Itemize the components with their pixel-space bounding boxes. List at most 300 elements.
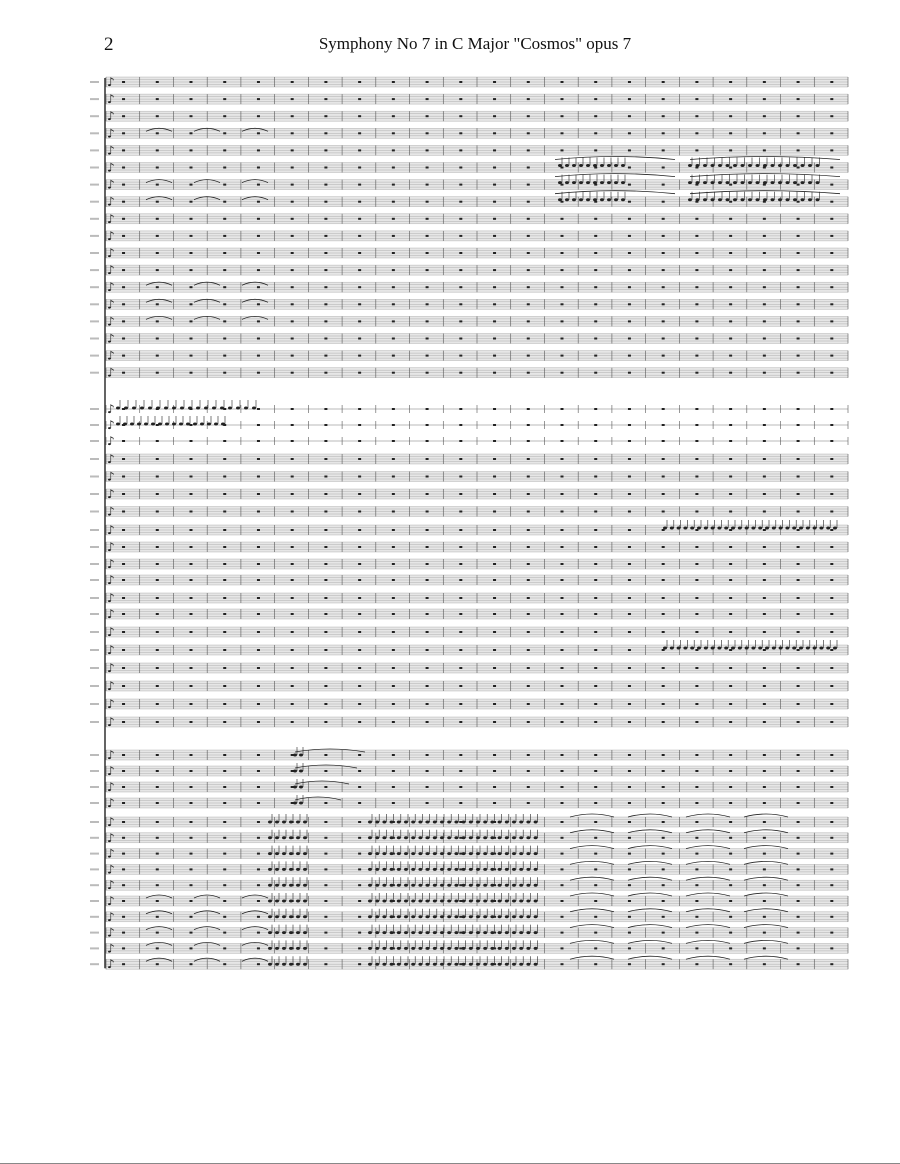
rest-mark xyxy=(493,493,496,495)
slur xyxy=(686,909,730,912)
rest-mark xyxy=(797,218,800,220)
rest-mark xyxy=(122,303,125,305)
rest-mark xyxy=(257,916,260,918)
note-head xyxy=(748,164,752,167)
note-head xyxy=(614,198,618,201)
rest-mark xyxy=(257,338,260,340)
rest-mark xyxy=(189,493,192,495)
rest-mark xyxy=(291,338,294,340)
note-head xyxy=(490,836,494,839)
rest-mark xyxy=(797,786,800,788)
note-head xyxy=(368,963,372,966)
clef-mark: ♪ xyxy=(107,280,115,295)
rest-mark xyxy=(122,649,125,651)
rest-mark xyxy=(426,786,429,788)
rest-mark xyxy=(695,770,698,772)
rest-mark xyxy=(392,303,395,305)
note-head xyxy=(411,868,415,871)
rest-mark xyxy=(189,115,192,117)
rest-mark xyxy=(291,631,294,633)
rest-mark xyxy=(358,355,361,357)
slur xyxy=(628,909,672,912)
note-head xyxy=(397,836,401,839)
note-head xyxy=(808,164,812,167)
note-head xyxy=(758,647,762,650)
rest-mark xyxy=(358,685,361,687)
rest-mark xyxy=(797,303,800,305)
instrument-label-mark xyxy=(90,372,99,374)
rest-mark xyxy=(189,476,192,478)
rest-mark xyxy=(459,338,462,340)
rest-mark xyxy=(695,649,698,651)
rest-mark xyxy=(662,149,665,151)
rest-mark xyxy=(324,201,327,203)
rest-mark xyxy=(763,132,766,134)
rest-mark xyxy=(358,286,361,288)
note-head xyxy=(418,900,422,903)
rest-mark xyxy=(628,458,631,460)
rest-mark xyxy=(527,529,530,531)
rest-mark xyxy=(291,149,294,151)
rest-mark xyxy=(156,115,159,117)
rest-mark xyxy=(426,703,429,705)
rest-mark xyxy=(223,631,226,633)
rest-mark xyxy=(122,440,125,442)
note-head xyxy=(813,527,817,530)
note-head xyxy=(268,852,272,855)
note-head xyxy=(144,423,148,426)
rest-mark xyxy=(392,167,395,169)
rest-mark xyxy=(324,511,327,513)
rest-mark xyxy=(257,458,260,460)
rest-mark xyxy=(628,98,631,100)
rest-mark xyxy=(426,235,429,237)
clef-mark: ♪ xyxy=(107,452,115,466)
note-head xyxy=(404,821,408,824)
rest-mark xyxy=(763,372,766,374)
rest-mark xyxy=(358,458,361,460)
rest-mark xyxy=(426,132,429,134)
note-head xyxy=(186,423,190,426)
rest-mark xyxy=(628,184,631,186)
rest-mark xyxy=(459,132,462,134)
rest-mark xyxy=(223,884,226,886)
note-head xyxy=(779,647,783,650)
rest-mark xyxy=(527,167,530,169)
instrument-label-mark xyxy=(90,81,99,83)
rest-mark xyxy=(189,837,192,839)
clef-mark: ♪ xyxy=(107,246,115,260)
rest-mark xyxy=(189,529,192,531)
note-head xyxy=(368,931,372,934)
rest-mark xyxy=(729,579,732,581)
rest-mark xyxy=(560,802,563,804)
note-head xyxy=(483,947,487,950)
rest-mark xyxy=(459,303,462,305)
note-head xyxy=(303,852,307,855)
rest-mark xyxy=(560,786,563,788)
rest-mark xyxy=(122,786,125,788)
rest-mark xyxy=(527,184,530,186)
rest-mark xyxy=(257,303,260,305)
rest-mark xyxy=(594,631,597,633)
instrument-label-mark xyxy=(90,821,99,823)
clef-mark: ♪ xyxy=(107,607,115,621)
rest-mark xyxy=(527,98,530,100)
rest-mark xyxy=(797,703,800,705)
rest-mark xyxy=(763,493,766,495)
rest-mark xyxy=(189,320,192,322)
rest-mark xyxy=(729,546,732,548)
rest-mark xyxy=(729,770,732,772)
note-head xyxy=(165,423,169,426)
rest-mark xyxy=(223,546,226,548)
rest-mark xyxy=(156,269,159,271)
note-head xyxy=(433,868,437,871)
note-head xyxy=(454,931,458,934)
rest-mark xyxy=(324,932,327,934)
note-head xyxy=(426,931,430,934)
note-head xyxy=(711,198,715,201)
rest-mark xyxy=(763,81,766,83)
instrument-label-mark xyxy=(90,546,99,548)
note-head xyxy=(733,198,737,201)
rest-mark xyxy=(257,631,260,633)
rest-mark xyxy=(560,476,563,478)
rest-mark xyxy=(594,649,597,651)
rest-mark xyxy=(156,546,159,548)
note-head xyxy=(688,181,692,184)
rest-mark xyxy=(122,579,125,581)
note-head xyxy=(303,900,307,903)
rest-mark xyxy=(695,837,698,839)
rest-mark xyxy=(392,529,395,531)
note-head xyxy=(151,423,155,426)
rest-mark xyxy=(324,703,327,705)
rest-mark xyxy=(189,338,192,340)
note-head xyxy=(526,947,530,950)
rest-mark xyxy=(695,115,698,117)
note-head xyxy=(282,836,286,839)
rest-mark xyxy=(594,303,597,305)
rest-mark xyxy=(797,579,800,581)
rest-mark xyxy=(527,649,530,651)
rest-mark xyxy=(122,201,125,203)
note-head xyxy=(172,407,176,410)
rest-mark xyxy=(189,884,192,886)
rest-mark xyxy=(459,355,462,357)
note-head xyxy=(293,770,297,773)
note-head xyxy=(440,884,444,887)
rest-mark xyxy=(763,754,766,756)
rest-mark xyxy=(223,440,226,442)
rest-mark xyxy=(763,837,766,839)
note-head xyxy=(404,836,408,839)
rest-mark xyxy=(729,631,732,633)
note-head xyxy=(490,915,494,918)
rest-mark xyxy=(392,476,395,478)
rest-mark xyxy=(628,579,631,581)
rest-mark xyxy=(662,184,665,186)
rest-mark xyxy=(729,853,732,855)
note-head xyxy=(526,868,530,871)
rest-mark xyxy=(257,837,260,839)
rest-mark xyxy=(189,546,192,548)
rest-mark xyxy=(662,408,665,410)
note-head xyxy=(397,821,401,824)
rest-mark xyxy=(223,563,226,565)
note-head xyxy=(368,915,372,918)
rest-mark xyxy=(257,649,260,651)
rest-mark xyxy=(729,372,732,374)
rest-mark xyxy=(189,167,192,169)
rest-mark xyxy=(729,613,732,615)
rest-mark xyxy=(257,786,260,788)
note-head xyxy=(390,900,394,903)
rest-mark xyxy=(662,476,665,478)
note-head xyxy=(368,852,372,855)
rest-mark xyxy=(257,563,260,565)
rest-mark xyxy=(763,649,766,651)
note-head xyxy=(703,164,707,167)
note-head xyxy=(207,423,211,426)
note-head xyxy=(670,527,674,530)
rest-mark xyxy=(493,408,496,410)
note-head xyxy=(512,915,516,918)
rest-mark xyxy=(830,868,833,870)
rest-mark xyxy=(156,703,159,705)
rest-mark xyxy=(156,167,159,169)
rest-mark xyxy=(426,218,429,220)
note-head xyxy=(440,963,444,966)
rest-mark xyxy=(729,424,732,426)
note-head xyxy=(411,836,415,839)
instrument-label-mark xyxy=(90,252,99,254)
note-head xyxy=(771,181,775,184)
rest-mark xyxy=(527,511,530,513)
note-head xyxy=(534,884,538,887)
rest-mark xyxy=(560,613,563,615)
rest-mark xyxy=(797,868,800,870)
rest-mark xyxy=(324,235,327,237)
rest-mark xyxy=(729,721,732,723)
rest-mark xyxy=(324,458,327,460)
rest-mark xyxy=(695,786,698,788)
rest-mark xyxy=(729,269,732,271)
note-head xyxy=(382,963,386,966)
rest-mark xyxy=(358,821,361,823)
rest-mark xyxy=(662,115,665,117)
slur xyxy=(744,877,788,880)
rest-mark xyxy=(122,458,125,460)
rest-mark xyxy=(830,754,833,756)
rest-mark xyxy=(392,649,395,651)
rest-mark xyxy=(291,320,294,322)
clef-mark: ♪ xyxy=(107,194,115,209)
rest-mark xyxy=(763,529,766,531)
rest-mark xyxy=(459,721,462,723)
note-head xyxy=(116,423,120,426)
rest-mark xyxy=(729,703,732,705)
note-head xyxy=(426,947,430,950)
note-head xyxy=(505,836,509,839)
note-head xyxy=(600,164,604,167)
instrument-label-mark xyxy=(90,303,99,305)
rest-mark xyxy=(426,563,429,565)
rest-mark xyxy=(189,511,192,513)
note-head xyxy=(375,947,379,950)
rest-mark xyxy=(797,440,800,442)
rest-mark xyxy=(527,579,530,581)
slur xyxy=(570,814,614,817)
note-head xyxy=(296,963,300,966)
rest-mark xyxy=(122,963,125,965)
rest-mark xyxy=(459,440,462,442)
rest-mark xyxy=(122,476,125,478)
note-head xyxy=(268,931,272,934)
rest-mark xyxy=(662,81,665,83)
clef-mark: ♪ xyxy=(107,894,115,908)
note-head xyxy=(236,407,240,410)
note-head xyxy=(433,884,437,887)
rest-mark xyxy=(189,355,192,357)
note-head xyxy=(447,963,451,966)
rest-mark xyxy=(156,493,159,495)
note-head xyxy=(454,852,458,855)
note-head xyxy=(296,915,300,918)
note-head xyxy=(404,915,408,918)
rest-mark xyxy=(493,511,496,513)
note-head xyxy=(799,647,803,650)
rest-mark xyxy=(797,932,800,934)
instrument-label-mark xyxy=(90,338,99,340)
rest-mark xyxy=(594,355,597,357)
note-head xyxy=(476,915,480,918)
instrument-label-mark xyxy=(90,947,99,949)
rest-mark xyxy=(426,754,429,756)
note-head xyxy=(433,947,437,950)
rest-mark xyxy=(695,667,698,669)
note-head xyxy=(519,868,523,871)
rest-mark xyxy=(156,963,159,965)
rest-mark xyxy=(662,355,665,357)
rest-mark xyxy=(662,493,665,495)
rest-mark xyxy=(426,440,429,442)
note-head xyxy=(228,407,232,410)
note-head xyxy=(244,407,248,410)
rest-mark xyxy=(830,529,833,531)
note-head xyxy=(447,900,451,903)
rest-mark xyxy=(560,372,563,374)
rest-mark xyxy=(358,218,361,220)
instrument-label-mark xyxy=(90,631,99,633)
rest-mark xyxy=(358,963,361,965)
rest-mark xyxy=(695,802,698,804)
rest-mark xyxy=(797,355,800,357)
note-head xyxy=(793,164,797,167)
rest-mark xyxy=(156,900,159,902)
rest-mark xyxy=(257,98,260,100)
rest-mark xyxy=(830,167,833,169)
rest-mark xyxy=(257,511,260,513)
rest-mark xyxy=(257,355,260,357)
note-head xyxy=(621,181,625,184)
rest-mark xyxy=(662,631,665,633)
note-head xyxy=(447,852,451,855)
rest-mark xyxy=(122,837,125,839)
rest-mark xyxy=(223,218,226,220)
note-head xyxy=(433,852,437,855)
note-head xyxy=(607,198,611,201)
instrument-label-mark xyxy=(90,355,99,357)
note-head xyxy=(498,884,502,887)
note-head xyxy=(733,181,737,184)
rest-mark xyxy=(189,932,192,934)
note-head xyxy=(268,821,272,824)
note-head xyxy=(683,647,687,650)
rest-mark xyxy=(628,563,631,565)
rest-mark xyxy=(493,424,496,426)
clef-mark: ♪ xyxy=(107,573,115,587)
rest-mark xyxy=(628,685,631,687)
note-head xyxy=(786,181,790,184)
rest-mark xyxy=(662,821,665,823)
rest-mark xyxy=(426,303,429,305)
note-head xyxy=(697,647,701,650)
note-head xyxy=(375,915,379,918)
rest-mark xyxy=(426,476,429,478)
instrument-label-mark xyxy=(90,770,99,772)
note-head xyxy=(490,884,494,887)
note-head xyxy=(440,915,444,918)
rest-mark xyxy=(392,269,395,271)
rest-mark xyxy=(156,770,159,772)
rest-mark xyxy=(628,613,631,615)
note-head xyxy=(404,900,408,903)
rest-mark xyxy=(527,372,530,374)
rest-mark xyxy=(797,837,800,839)
slur xyxy=(628,846,672,849)
rest-mark xyxy=(527,458,530,460)
rest-mark xyxy=(156,916,159,918)
instrument-label-mark xyxy=(90,868,99,870)
rest-mark xyxy=(426,408,429,410)
rest-mark xyxy=(594,546,597,548)
rest-mark xyxy=(156,440,159,442)
note-head xyxy=(299,786,303,789)
slur xyxy=(690,174,840,177)
note-head xyxy=(476,884,480,887)
note-head xyxy=(426,900,430,903)
slur xyxy=(744,909,788,912)
rest-mark xyxy=(122,563,125,565)
note-head xyxy=(600,198,604,201)
rest-mark xyxy=(594,115,597,117)
rest-mark xyxy=(122,529,125,531)
rest-mark xyxy=(426,320,429,322)
rest-mark xyxy=(459,269,462,271)
rest-mark xyxy=(156,458,159,460)
instrument-label-mark xyxy=(90,963,99,965)
rest-mark xyxy=(459,201,462,203)
note-head xyxy=(220,407,224,410)
rest-mark xyxy=(257,868,260,870)
note-head xyxy=(717,527,721,530)
rest-mark xyxy=(257,320,260,322)
rest-mark xyxy=(662,597,665,599)
rest-mark xyxy=(662,511,665,513)
rest-mark xyxy=(594,754,597,756)
